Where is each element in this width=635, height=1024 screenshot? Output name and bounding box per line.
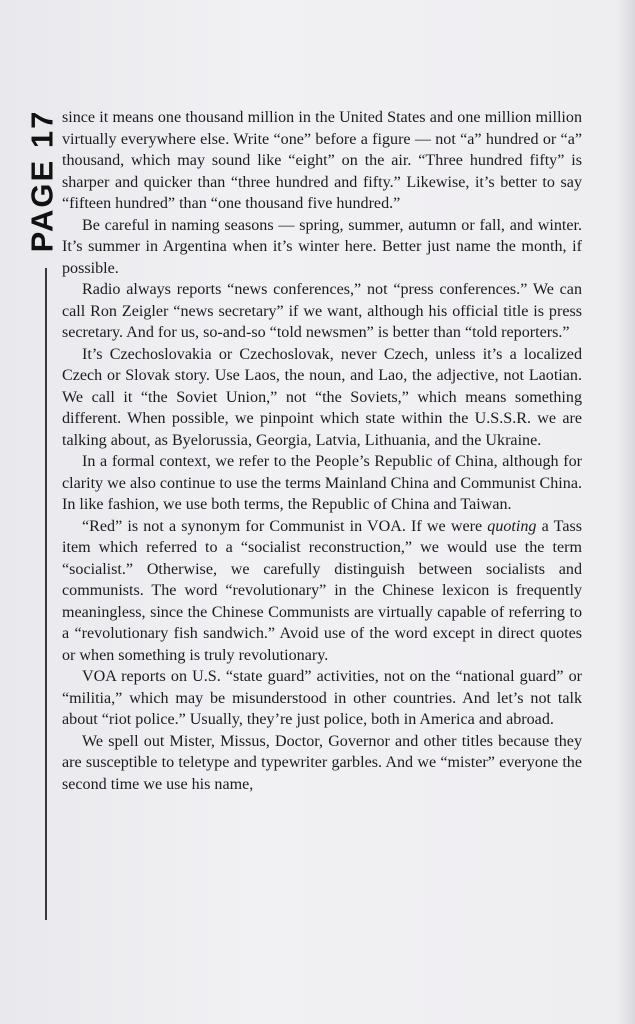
paragraph-red-part-2: a Tass item which referred to a “socialist reconstruction,” we would use the term “socialist.” Otherwise, we carefully distinguish between socialists and communists. The word “revolutionary” in the Chinese lexicon is frequently meaningless, since the Chinese Communists are virtually capable of referring to a “revolutionary fish sandwich.” Avoid use of the word except in direct quotes or when something is truly revolutionary. — [62, 517, 582, 664]
paragraph-large-numbers: since it means one thousand million in the United States and one million million virtually everywhere else. Write “one” before a figure — not “a” hundred or “a” thousand, which may sound like “eight” on the air. “Three hundred fifty” is sharper and quicker than “three hundred and fifty.” Likewise, it’s better to say “fifteen hundred” than “one thousand five hundred.” — [62, 109, 582, 212]
paragraph-seasons: Be careful in naming seasons — spring, summer, autumn or fall, and winter. It’s summer in Argentina when it’s winter here. Better just name the month, if possible. — [62, 216, 582, 277]
margin-rule — [45, 268, 47, 920]
paragraph-state-guard: VOA reports on U.S. “state guard” activities, not on the “national guard” or “militia,” which may be misunderstood in other countries. And let’s not talk about “riot police.” Usually, they’re just police, both in America and abroad. — [62, 668, 582, 728]
body-text — [62, 107, 582, 795]
paragraph-news-conferences: Radio always reports “news conferences,” not “press conferences.” We can call Ron Zeigler “news secretary” if we want, although his official title is press secretary. And for us, so-and-so “told newsmen” is better than “told reporters.” — [62, 281, 582, 341]
paragraph-china: In a formal context, we refer to the People’s Republic of China, although for clarity we also continue to use the terms Mainland China and Communist China. In like fashion, we use both terms, the Republic of China and Taiwan. — [62, 453, 582, 513]
page-number-text: PAGE 17 — [24, 109, 59, 253]
paragraph-place-names: It’s Czechoslovakia or Czechoslovak, never Czech, unless it’s a localized Czech or Slovak story. Use Laos, the noun, and Lao, the adjective, not Laotian. We call it “the Soviet Union,” not “the Soviets,” which means something different. When possible, we pinpoint which state within the U.S.S.R. we are talking about, as Byelorussia, Georgia, Latvia, Lithuania, and the Ukraine. — [62, 345, 582, 449]
page-edge-shadow — [617, 0, 635, 1024]
paragraph-titles: We spell out Mister, Missus, Doctor, Governor and other titles because they are susceptible to teletype and typewriter garbles. And we “mister” everyone the second time we use his name, — [62, 732, 582, 793]
quoting-emphasis: quoting — [487, 517, 537, 535]
page-number-label — [26, 100, 58, 262]
paragraph-red-part-1: “Red” is not a synonym for Communist in VOA. If we were — [82, 517, 488, 535]
paragraph-red-socialist — [62, 516, 582, 667]
